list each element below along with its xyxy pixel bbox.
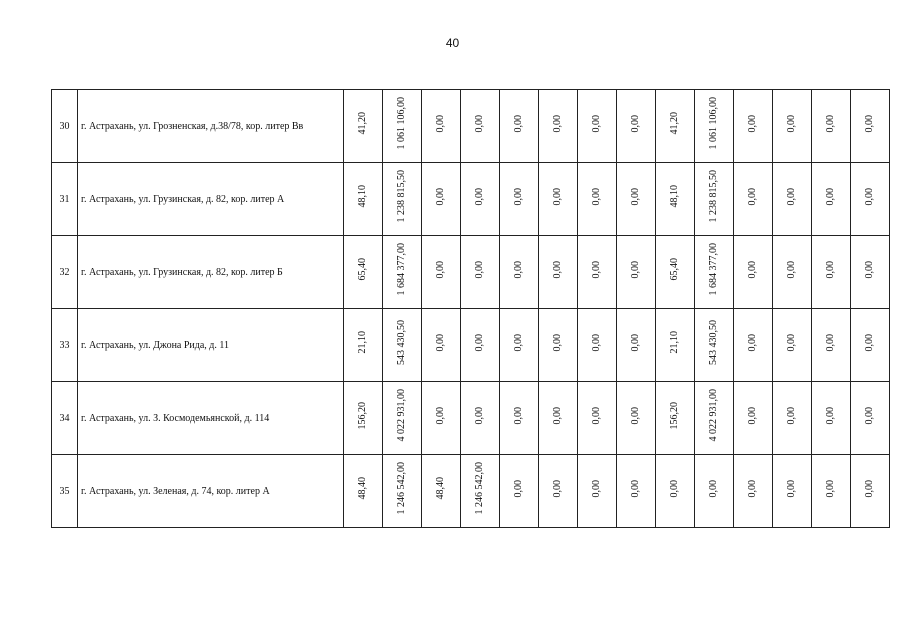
value-text: 4 022 931,00 — [396, 389, 407, 442]
value-text: 0,00 — [825, 114, 836, 133]
value-cell — [773, 236, 812, 309]
value-cell — [461, 455, 500, 528]
value-cell — [461, 163, 500, 236]
value-text: 1 246 542,00 — [396, 462, 407, 515]
value-text: 1 684 377,00 — [708, 243, 719, 296]
value-cell — [344, 382, 383, 455]
value-cell — [344, 90, 383, 163]
row-number: 30 — [52, 90, 78, 163]
value-text: 543 430,50 — [396, 320, 407, 365]
value-text: 156,20 — [357, 401, 368, 430]
value-cell — [773, 382, 812, 455]
value-cell — [383, 163, 422, 236]
value-text: 41,20 — [357, 112, 368, 135]
value-cell — [656, 309, 695, 382]
value-cell — [344, 163, 383, 236]
value-text: 0,00 — [552, 260, 563, 279]
value-text: 0,00 — [513, 260, 524, 279]
value-cell — [383, 90, 422, 163]
value-text: 48,40 — [435, 477, 446, 500]
value-cell — [851, 236, 890, 309]
value-text: 0,00 — [513, 333, 524, 352]
value-cell — [500, 455, 539, 528]
value-cell — [812, 309, 851, 382]
value-text: 0,00 — [864, 479, 875, 498]
value-text: 0,00 — [552, 187, 563, 206]
value-cell — [500, 163, 539, 236]
value-text: 0,00 — [474, 333, 485, 352]
value-text: 0,00 — [435, 260, 446, 279]
value-cell — [617, 236, 656, 309]
value-cell — [422, 90, 461, 163]
value-text: 0,00 — [864, 260, 875, 279]
value-text: 0,00 — [552, 333, 563, 352]
value-cell — [734, 309, 773, 382]
value-cell — [461, 309, 500, 382]
value-cell — [695, 90, 734, 163]
value-cell — [344, 309, 383, 382]
value-cell — [812, 382, 851, 455]
value-cell — [656, 90, 695, 163]
table-row — [52, 455, 890, 528]
value-text: 0,00 — [513, 187, 524, 206]
table-row — [52, 163, 890, 236]
value-cell — [656, 455, 695, 528]
value-text: 0,00 — [747, 333, 758, 352]
value-cell — [656, 236, 695, 309]
value-cell — [617, 382, 656, 455]
value-cell — [578, 236, 617, 309]
value-text: 0,00 — [435, 333, 446, 352]
page-number: 40 — [445, 36, 460, 50]
value-text: 0,00 — [825, 479, 836, 498]
value-text: 48,10 — [357, 185, 368, 208]
value-text: 4 022 931,00 — [708, 389, 719, 442]
value-cell — [461, 382, 500, 455]
table-body — [52, 90, 890, 528]
value-text: 41,20 — [669, 112, 680, 135]
value-text: 0,00 — [435, 114, 446, 133]
row-number: 32 — [52, 236, 78, 309]
value-text: 0,00 — [630, 406, 641, 425]
value-cell — [500, 236, 539, 309]
value-cell — [383, 455, 422, 528]
table-row — [52, 236, 890, 309]
value-text: 0,00 — [786, 406, 797, 425]
value-cell — [461, 90, 500, 163]
value-text: 0,00 — [513, 479, 524, 498]
value-cell — [578, 455, 617, 528]
value-cell — [617, 163, 656, 236]
value-text: 0,00 — [786, 187, 797, 206]
table-row — [52, 309, 890, 382]
value-text: 0,00 — [747, 114, 758, 133]
value-cell — [695, 163, 734, 236]
address-cell: г. Астрахань, ул. Грузинская, д. 82, кор. литер Б — [78, 236, 344, 309]
value-cell — [656, 382, 695, 455]
value-text: 65,40 — [669, 258, 680, 281]
value-cell — [500, 309, 539, 382]
value-text: 1 238 815,50 — [396, 170, 407, 223]
row-number: 31 — [52, 163, 78, 236]
value-text: 0,00 — [864, 333, 875, 352]
value-text: 0,00 — [435, 406, 446, 425]
value-text: 0,00 — [825, 260, 836, 279]
value-text: 0,00 — [825, 406, 836, 425]
value-cell — [851, 455, 890, 528]
value-cell — [422, 309, 461, 382]
value-text: 65,40 — [357, 258, 368, 281]
value-cell — [539, 90, 578, 163]
row-number: 33 — [52, 309, 78, 382]
row-number: 34 — [52, 382, 78, 455]
value-text: 1 061 106,00 — [396, 97, 407, 150]
value-text: 0,00 — [786, 479, 797, 498]
value-cell — [812, 163, 851, 236]
value-text: 0,00 — [552, 114, 563, 133]
address-cell: г. Астрахань, ул. Грузинская, д. 82, кор. литер А — [78, 163, 344, 236]
value-text: 0,00 — [435, 187, 446, 206]
value-text: 0,00 — [747, 260, 758, 279]
value-cell — [539, 382, 578, 455]
value-cell — [383, 309, 422, 382]
value-cell — [383, 382, 422, 455]
value-cell — [578, 90, 617, 163]
value-text: 0,00 — [669, 479, 680, 498]
value-text: 21,10 — [357, 331, 368, 354]
value-cell — [578, 309, 617, 382]
value-text: 0,00 — [864, 187, 875, 206]
value-cell — [617, 309, 656, 382]
value-cell — [422, 382, 461, 455]
value-cell — [773, 309, 812, 382]
value-text: 0,00 — [747, 479, 758, 498]
value-cell — [383, 236, 422, 309]
value-cell — [500, 90, 539, 163]
value-text: 543 430,50 — [708, 320, 719, 365]
address-cell: г. Астрахань, ул. Джона Рида, д. 11 — [78, 309, 344, 382]
value-cell — [734, 90, 773, 163]
value-text: 0,00 — [591, 333, 602, 352]
value-text: 0,00 — [864, 406, 875, 425]
value-text: 0,00 — [825, 333, 836, 352]
value-text: 0,00 — [825, 187, 836, 206]
row-number: 35 — [52, 455, 78, 528]
value-cell — [617, 455, 656, 528]
value-text: 0,00 — [474, 114, 485, 133]
value-text: 0,00 — [591, 114, 602, 133]
value-text: 0,00 — [786, 260, 797, 279]
value-text: 0,00 — [630, 260, 641, 279]
value-text: 0,00 — [747, 406, 758, 425]
value-cell — [851, 382, 890, 455]
value-text: 0,00 — [552, 479, 563, 498]
value-text: 0,00 — [786, 333, 797, 352]
value-cell — [812, 455, 851, 528]
value-text: 1 061 106,00 — [708, 97, 719, 150]
value-text: 21,10 — [669, 331, 680, 354]
value-text: 0,00 — [591, 260, 602, 279]
value-cell — [695, 455, 734, 528]
address-cell: г. Астрахань, ул. З. Космодемьянской, д. 114 — [78, 382, 344, 455]
value-cell — [695, 236, 734, 309]
value-text: 0,00 — [864, 114, 875, 133]
value-text: 0,00 — [630, 479, 641, 498]
value-cell — [539, 236, 578, 309]
address-cell: г. Астрахань, ул. Грозненская, д.38/78, кор. литер Вв — [78, 90, 344, 163]
value-cell — [539, 309, 578, 382]
value-cell — [851, 309, 890, 382]
value-cell — [695, 309, 734, 382]
value-cell — [773, 455, 812, 528]
table-row — [52, 382, 890, 455]
value-cell — [773, 163, 812, 236]
value-cell — [734, 163, 773, 236]
value-cell — [578, 382, 617, 455]
value-cell — [422, 455, 461, 528]
value-text: 156,20 — [669, 401, 680, 430]
value-text: 0,00 — [474, 260, 485, 279]
value-text: 0,00 — [474, 187, 485, 206]
value-cell — [695, 382, 734, 455]
value-text: 0,00 — [591, 479, 602, 498]
value-cell — [734, 382, 773, 455]
value-cell — [812, 90, 851, 163]
value-text: 0,00 — [708, 479, 719, 498]
value-cell — [617, 90, 656, 163]
value-text: 0,00 — [513, 114, 524, 133]
value-text: 0,00 — [474, 406, 485, 425]
value-cell — [851, 90, 890, 163]
value-cell — [734, 236, 773, 309]
value-text: 1 246 542,00 — [474, 462, 485, 515]
value-cell — [539, 163, 578, 236]
value-text: 0,00 — [630, 187, 641, 206]
address-cell: г. Астрахань, ул. Зеленая, д. 74, кор. литер А — [78, 455, 344, 528]
value-text: 0,00 — [552, 406, 563, 425]
value-cell — [812, 236, 851, 309]
value-cell — [344, 455, 383, 528]
property-table — [51, 89, 890, 528]
value-cell — [500, 382, 539, 455]
value-text: 0,00 — [786, 114, 797, 133]
value-text: 48,40 — [357, 477, 368, 500]
value-text: 0,00 — [591, 187, 602, 206]
value-cell — [656, 163, 695, 236]
value-text: 0,00 — [513, 406, 524, 425]
value-text: 1 684 377,00 — [396, 243, 407, 296]
value-cell — [851, 163, 890, 236]
value-text: 1 238 815,50 — [708, 170, 719, 223]
value-cell — [578, 163, 617, 236]
value-cell — [422, 236, 461, 309]
value-cell — [422, 163, 461, 236]
value-text: 0,00 — [630, 114, 641, 133]
value-text: 48,10 — [669, 185, 680, 208]
value-text: 0,00 — [591, 406, 602, 425]
value-cell — [773, 90, 812, 163]
value-cell — [539, 455, 578, 528]
value-cell — [344, 236, 383, 309]
value-text: 0,00 — [630, 333, 641, 352]
value-cell — [734, 455, 773, 528]
table-row — [52, 90, 890, 163]
value-cell — [461, 236, 500, 309]
value-text: 0,00 — [747, 187, 758, 206]
